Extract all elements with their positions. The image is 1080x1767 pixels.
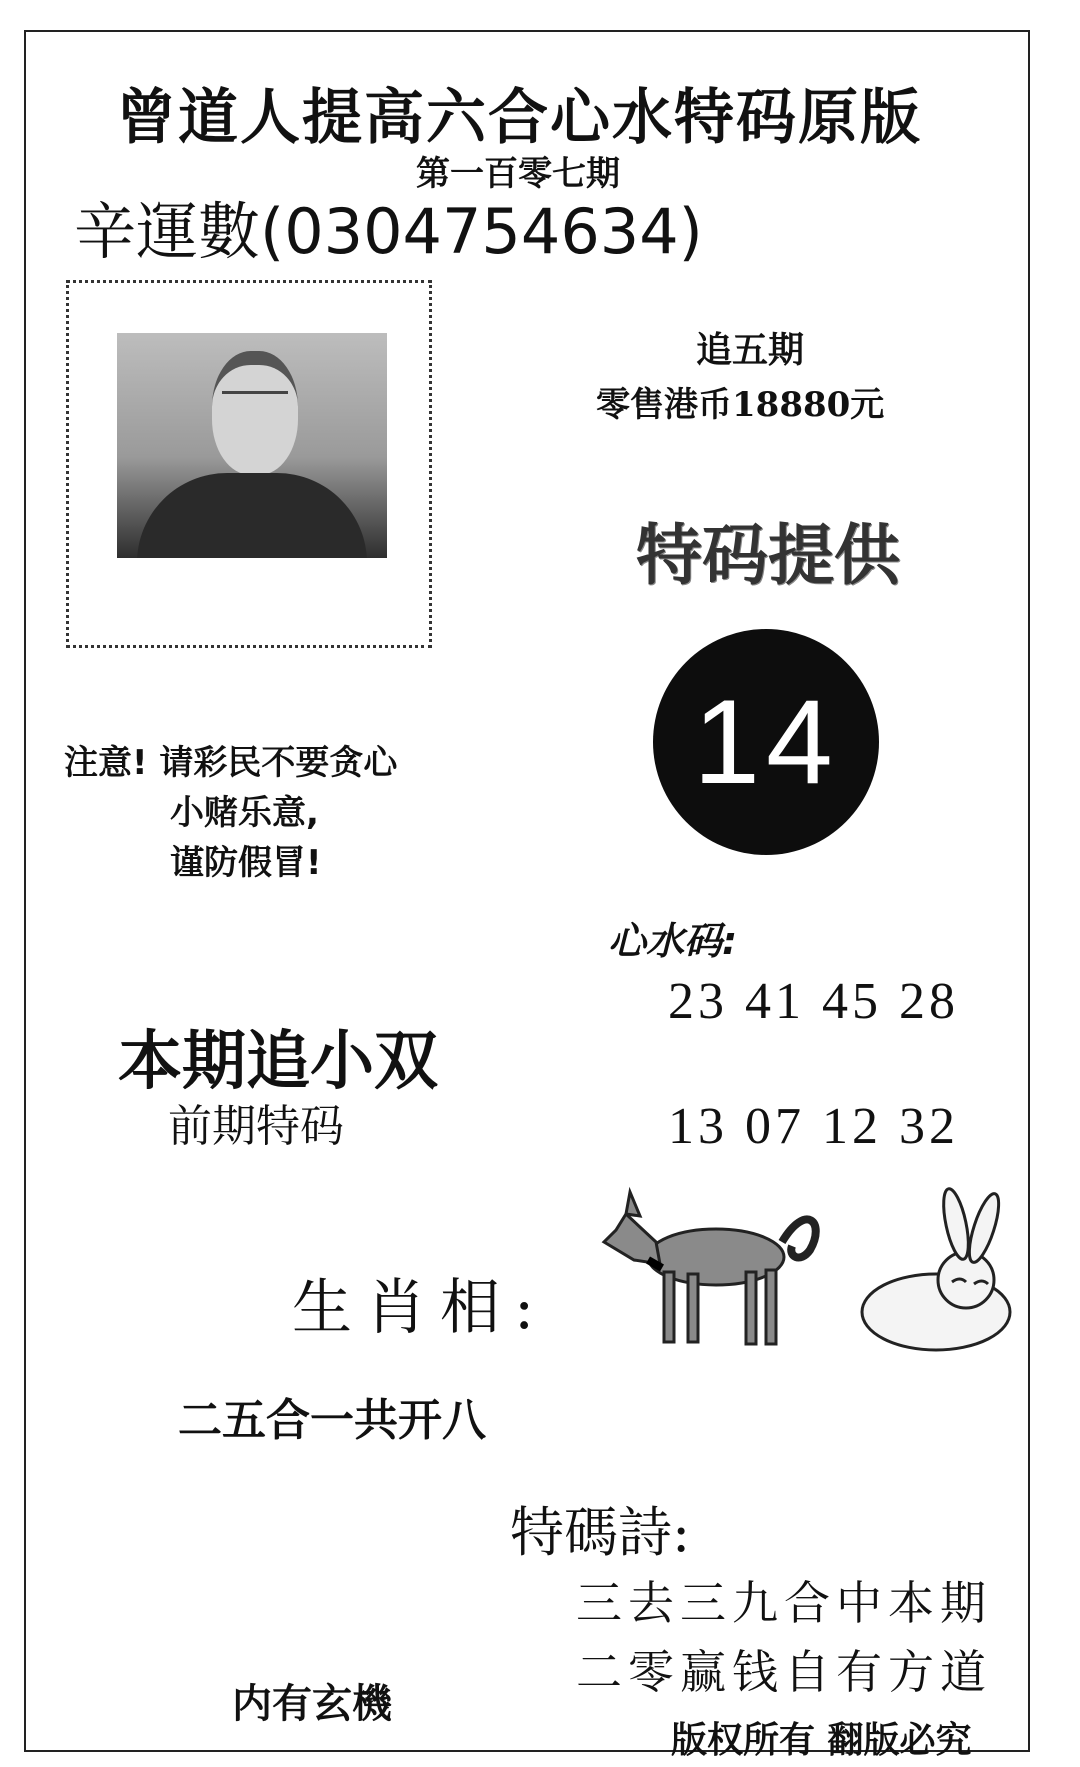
heart-numbers-row-1: 23 41 45 28 xyxy=(668,973,959,1030)
heart-numbers-label: 心水码: xyxy=(608,919,738,963)
warning-notice xyxy=(64,738,397,888)
sheet-title: 曾道人提高六合心水特码原版 xyxy=(116,83,922,153)
poem-line-1: 三去三九合中本期 xyxy=(576,1576,992,1630)
previous-special-label: 前期特码 xyxy=(168,1101,344,1152)
portrait-glasses xyxy=(222,391,288,408)
poem-line-2: 二零赢钱自有方道 xyxy=(576,1645,992,1699)
lucky-number: 辛運數(0304754634) xyxy=(74,195,703,268)
issue-number: 第一百零七期 xyxy=(416,154,620,194)
heart-numbers-row-2: 13 07 12 32 xyxy=(668,1098,959,1155)
copyright-notice: 版权所有 翻版必究 xyxy=(671,1720,972,1761)
retail-price: 零售港币18880元 xyxy=(596,385,885,425)
rabbit-icon xyxy=(862,1187,1010,1350)
chase-pair-heading: 本期追小双 xyxy=(118,1025,438,1099)
chase-periods: 追五期 xyxy=(696,330,805,371)
hidden-mystery-text: 内有玄機 xyxy=(232,1681,392,1727)
riddle-text: 二五合一共开八 xyxy=(178,1395,486,1446)
dog-icon xyxy=(604,1192,816,1344)
special-provide-heading: 特码提供 xyxy=(636,517,900,594)
portrait-body xyxy=(137,473,367,558)
portrait-photo xyxy=(117,333,387,558)
portrait-frame xyxy=(66,280,432,648)
warning-line-3: 谨防假冒! xyxy=(170,843,322,883)
special-number-badge xyxy=(653,629,879,855)
zodiac-animals xyxy=(596,1172,1026,1362)
lottery-sheet xyxy=(24,30,1030,1761)
zodiac-label: 生肖相: xyxy=(292,1273,549,1343)
special-number: 14 xyxy=(693,675,839,809)
poem-label: 特碼詩: xyxy=(510,1501,691,1564)
portrait-head xyxy=(212,351,298,475)
warning-line-2: 小赌乐意, xyxy=(170,793,319,833)
warning-line-1: 注意! 请彩民不要贪心 xyxy=(64,743,398,783)
